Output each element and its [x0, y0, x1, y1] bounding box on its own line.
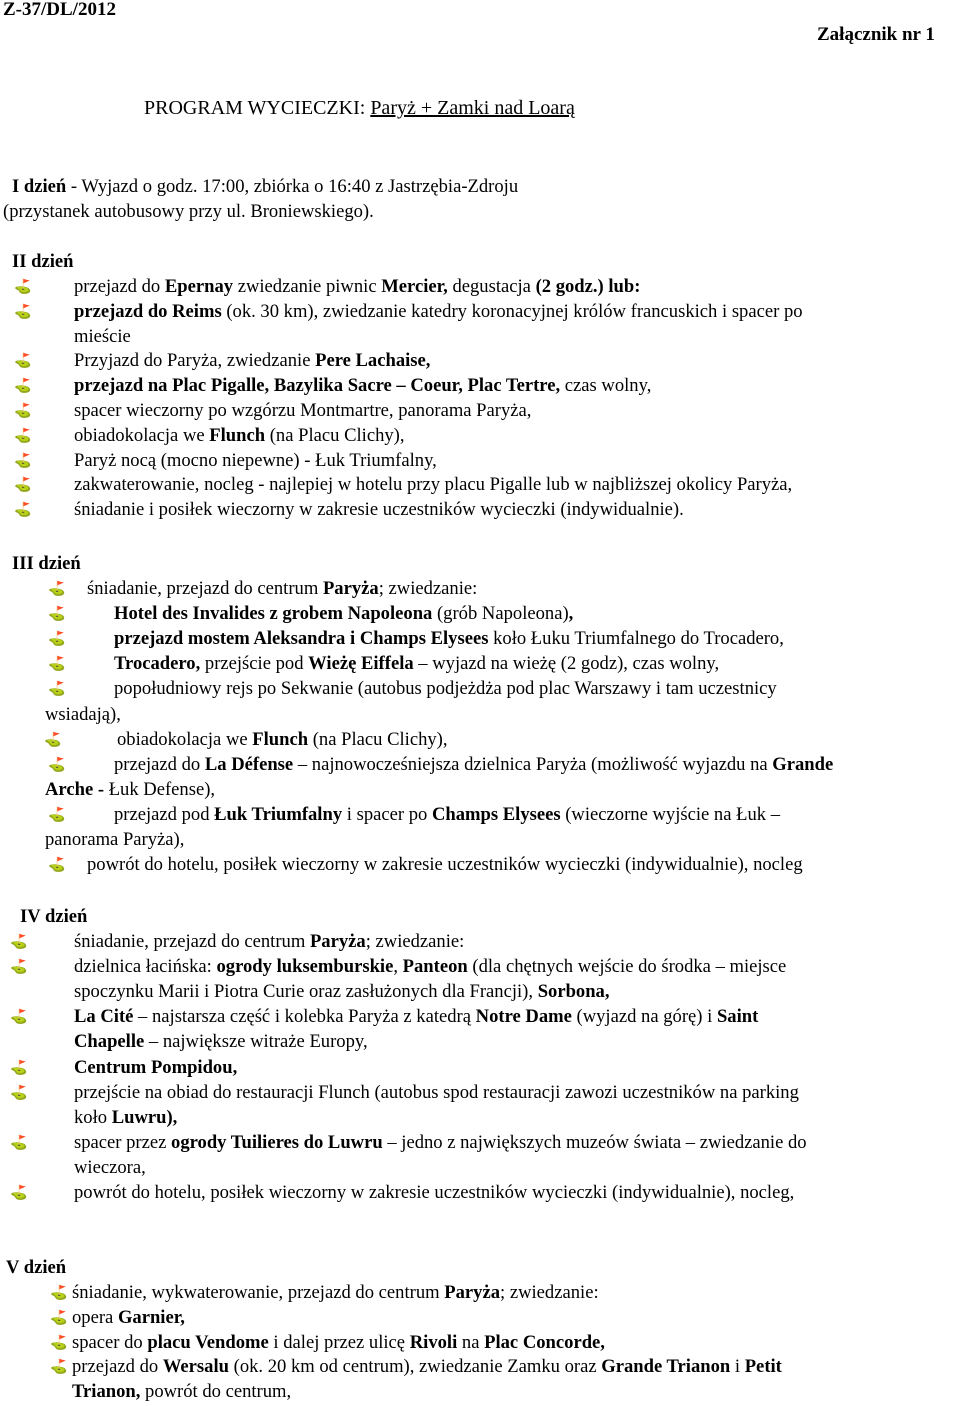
item-text-bold: Panteon [402, 956, 468, 978]
item-text: panorama Paryża), [45, 829, 185, 850]
day4-list-item [74, 1056, 237, 1081]
list-bullet-icon: ⛳ [10, 934, 28, 950]
item-text-bold: przejazd do Reims [74, 300, 227, 322]
item-text: koło [74, 1106, 112, 1128]
day4-list-item [74, 930, 464, 955]
item-text: spacer do [72, 1331, 148, 1353]
list-bullet-icon: ⛳ [48, 581, 66, 597]
item-text-bold: Grande [772, 753, 834, 775]
item-text: (na Placu Clichy), [265, 424, 405, 446]
day3-list-item [45, 778, 215, 803]
day1-label: I dzień [12, 176, 67, 197]
list-bullet-icon: ⛳ [50, 1334, 68, 1351]
document-reference: Z-37/DL/2012 [3, 0, 116, 20]
item-text-bold: Sorbona, [537, 981, 610, 1003]
item-text: ; zwiedzanie: [500, 1282, 599, 1303]
list-bullet-icon: ⛳ [48, 756, 66, 773]
day4-list-item [74, 1081, 799, 1106]
day2-list-item [74, 325, 131, 350]
item-text-bold: Notre Dame [475, 1006, 572, 1028]
day4-list-item [74, 980, 610, 1005]
day3-list-item [45, 703, 121, 728]
list-bullet-icon: ⛳ [14, 477, 32, 494]
day5-list-item [72, 1380, 291, 1405]
item-text: (ok. 30 km), zwiedzanie katedry koronacyjnej królów francuskich i spacer po [226, 300, 803, 322]
list-bullet-icon: ⛳ [48, 631, 66, 648]
item-text: i dalej przez ulicę [268, 1331, 410, 1353]
item-text-bold: przejazd na Plac Pigalle, Bazylika Sacre – Coeur, Plac Tertre, [74, 375, 561, 397]
item-text: dzielnica łacińska: [74, 956, 217, 978]
item-text: śniadanie, wykwaterowanie, przejazd do centrum [72, 1282, 445, 1303]
item-text: śniadanie, przejazd do centrum [74, 931, 310, 952]
item-text-bold: Mercier, [381, 276, 453, 297]
day3-label: III dzień [12, 553, 81, 574]
item-text: , [393, 956, 403, 978]
item-text: obiadokolacja we [117, 728, 253, 750]
item-text-bold: Wieżę Eiffela [308, 653, 414, 675]
item-text-bold: Paryża [322, 578, 379, 599]
day5-list-item [72, 1306, 185, 1331]
day5-label: V dzień [6, 1257, 67, 1278]
day3-list-item [114, 753, 833, 778]
day5-list-item [72, 1355, 782, 1380]
item-text-bold: La Cité [74, 1006, 134, 1028]
day2-list-item [74, 473, 792, 498]
item-text: przejazd do [72, 1356, 163, 1378]
item-text-bold: Centrum Pompidou, [74, 1056, 238, 1078]
day2-list-item [74, 374, 651, 399]
list-bullet-icon: ⛳ [48, 681, 66, 698]
list-bullet-icon: ⛳ [10, 1084, 28, 1101]
day3-list-item [114, 602, 573, 627]
day3-list-item [114, 652, 719, 677]
item-text: koło Łuku Triumfalnego do Trocadero, [488, 628, 784, 650]
item-text: przejazd do [114, 753, 205, 775]
item-text: śniadanie i posiłek wieczorny w zakresie uczestników wycieczki (indywidualnie). [74, 499, 684, 521]
list-bullet-icon: ⛳ [14, 427, 32, 444]
item-text-bold: Wersalu [162, 1356, 229, 1378]
item-text-bold: Flunch [209, 424, 266, 446]
item-text: powrót do hotelu, posiłek wieczorny w zakresie uczestników wycieczki (indywidualnie), nocleg, [74, 1182, 795, 1203]
item-text: powrót do centrum, [140, 1381, 292, 1403]
item-text-bold: Paryża [444, 1282, 501, 1303]
item-text: (na Placu Clichy), [308, 728, 448, 750]
item-text-bold: , [568, 603, 574, 625]
list-bullet-icon: ⛳ [48, 806, 66, 823]
item-text-bold: Trocadero, [114, 653, 201, 675]
day3-list-item [114, 803, 780, 828]
item-text-bold: La Défense [204, 753, 294, 775]
item-text: zwiedzanie piwnic [233, 276, 382, 297]
item-text-bold: placu Vendome [147, 1331, 269, 1353]
item-text: spacer przez [74, 1131, 172, 1153]
item-text-bold: Paryża [309, 931, 366, 952]
list-bullet-icon: ⛳ [50, 1359, 68, 1376]
item-text: Przyjazd do Paryża, zwiedzanie [74, 350, 316, 372]
list-bullet-icon: ⛳ [10, 1059, 28, 1076]
day4-list-item [74, 1106, 177, 1131]
page-title-place: Paryż + Zamki nad Loarą [370, 97, 575, 119]
item-text: (grób Napoleona) [432, 603, 569, 625]
item-text: – wyjazd na wieżę (2 godz), czas wolny, [413, 653, 720, 675]
item-text: ; zwiedzanie: [378, 578, 478, 599]
item-text-bold: Flunch [252, 728, 309, 750]
page-title [144, 96, 575, 121]
item-text-bold: Hotel des Invalides z grobem Napoleona [114, 603, 433, 625]
list-bullet-icon: ⛳ [10, 1185, 28, 1201]
day3-list-item [87, 853, 803, 878]
day4-list-item [74, 1005, 758, 1030]
day2-list-item [74, 349, 430, 374]
day4-list-item [74, 1181, 794, 1206]
item-text-bold: przejazd mostem Aleksandra i Champs Elysees [114, 628, 489, 650]
item-text: degustacja [452, 276, 536, 297]
item-text-bold: Łuk Triumfalny [214, 803, 343, 825]
item-text-bold: Luwru), [111, 1106, 178, 1128]
item-text-bold: Grande Trianon [601, 1356, 731, 1378]
list-bullet-icon: ⛳ [44, 731, 62, 748]
item-text-bold: Epernay [164, 276, 234, 297]
item-text-bold: Chapelle [74, 1031, 145, 1053]
item-text-bold: Champs Elysees [431, 803, 561, 825]
item-text: przejazd pod [114, 803, 215, 825]
list-bullet-icon: ⛳ [48, 857, 66, 874]
item-text: przejście na obiad do restauracji Flunch (autobus spod restauracji zawozi uczestników na parking [74, 1081, 799, 1103]
item-text-bold: Rivoli [409, 1331, 458, 1353]
item-text: – najstarsza część i kolebka Paryża z katedrą [133, 1006, 476, 1028]
day3-list-item [117, 728, 448, 753]
item-text-bold: Saint [716, 1006, 759, 1028]
item-text: opera [72, 1306, 118, 1328]
item-text: śniadanie, przejazd do centrum [87, 578, 323, 599]
list-bullet-icon: ⛳ [14, 353, 32, 370]
item-text-bold: Trianon, [72, 1381, 141, 1403]
list-bullet-icon: ⛳ [14, 303, 32, 320]
day4-list-item [74, 1156, 146, 1181]
item-text: obiadokolacja we [74, 424, 210, 446]
day4-list-item [74, 1030, 368, 1055]
item-text: zakwaterowanie, nocleg - najlepiej w hotelu przy placu Pigalle lub w najbliższej okolicy Paryża, [74, 474, 793, 496]
item-text-bold: Pere Lachaise, [315, 350, 431, 372]
item-text: (wieczorne wyjście na Łuk – [560, 803, 781, 825]
list-bullet-icon: ⛳ [10, 1009, 28, 1026]
day2-label: II dzień [12, 251, 74, 272]
item-text: powrót do hotelu, posiłek wieczorny w zakresie uczestników wycieczki (indywidualnie), nocleg [87, 854, 803, 876]
list-bullet-icon: ⛳ [14, 502, 32, 519]
day2-list-item [74, 449, 437, 474]
item-text: – największe witraże Europy, [144, 1031, 368, 1053]
list-bullet-icon: ⛳ [14, 378, 32, 395]
day2-list-item [74, 300, 803, 325]
day1-text: - Wyjazd o godz. 17:00, zbiórka o 16:40 z Jastrzębia-Zdroju [66, 176, 519, 197]
item-text: mieście [74, 325, 131, 347]
item-text-bold: Plac Concorde, [484, 1331, 605, 1353]
item-text: przejście pod [200, 653, 309, 675]
item-text: spacer wieczorny po wzgórzu Montmartre, panorama Paryża, [74, 400, 532, 421]
item-text: Łuk Defense), [108, 778, 216, 800]
item-text: przejazd do [74, 276, 165, 297]
day2-list-item [74, 399, 531, 424]
list-bullet-icon: ⛳ [50, 1285, 68, 1301]
item-text: (wyjazd na górę) i [571, 1006, 717, 1028]
item-text: na [457, 1331, 485, 1353]
day1-line1 [12, 175, 518, 200]
item-text-bold: Garnier, [117, 1306, 185, 1328]
item-text: czas wolny, [560, 375, 652, 397]
day2-list-item [74, 275, 640, 300]
item-text: – najnowocześniejsza dzielnica Paryża (możliwość wyjazdu na [293, 753, 773, 775]
day3-list-item [87, 577, 477, 602]
item-text: wieczora, [74, 1156, 146, 1178]
item-text: i spacer po [342, 803, 432, 825]
item-text-bold: Arche - [45, 778, 109, 800]
list-bullet-icon: ⛳ [50, 1309, 68, 1326]
day3-list-item [45, 828, 184, 853]
item-text: popołudniowy rejs po Sekwanie (autobus podjeżdża pod plac Warszawy i tam uczestnicy [114, 678, 777, 700]
item-text: i [730, 1356, 745, 1378]
day4-label: IV dzień [20, 906, 88, 927]
item-text-bold: Petit [744, 1356, 782, 1378]
day3-list-item [114, 677, 777, 702]
list-bullet-icon: ⛳ [10, 1134, 28, 1151]
day3-list-item [114, 627, 784, 652]
day2-list-item [74, 498, 684, 523]
page-title-prefix: PROGRAM WYCIECZKI: [144, 97, 371, 119]
item-text-bold: ogrody luksemburskie [216, 956, 394, 978]
list-bullet-icon: ⛳ [14, 403, 32, 419]
day4-list-item [74, 955, 786, 980]
list-bullet-icon: ⛳ [10, 959, 28, 976]
item-text-bold: (2 godz.) lub: [535, 276, 641, 297]
list-bullet-icon: ⛳ [48, 656, 66, 673]
list-bullet-icon: ⛳ [14, 452, 32, 469]
item-text: (dla chętnych wejście do środka – miejsce [467, 956, 787, 978]
item-text: Paryż nocą (mocno niepewne) - Łuk Triumfalny, [74, 449, 437, 471]
annex-label: Załącznik nr 1 [817, 24, 935, 45]
item-text: wsiadają), [45, 703, 121, 725]
day1-line2: (przystanek autobusowy przy ul. Broniewskiego). [3, 201, 374, 222]
item-text: (ok. 20 km od centrum), zwiedzanie Zamku oraz [228, 1356, 602, 1378]
day2-list-item [74, 424, 405, 449]
list-bullet-icon: ⛳ [14, 279, 32, 295]
item-text: – jedno z największych muzeów świata – zwiedzanie do [382, 1131, 807, 1153]
day5-list-item [72, 1331, 605, 1356]
item-text-bold: ogrody Tuilieres do Luwru [171, 1131, 383, 1153]
day4-list-item [74, 1131, 807, 1156]
list-bullet-icon: ⛳ [48, 606, 66, 623]
item-text: spoczynku Marii i Piotra Curie oraz zasłużonych dla Francji), [74, 981, 538, 1003]
item-text: ; zwiedzanie: [365, 931, 465, 952]
day5-list-item [72, 1281, 599, 1306]
